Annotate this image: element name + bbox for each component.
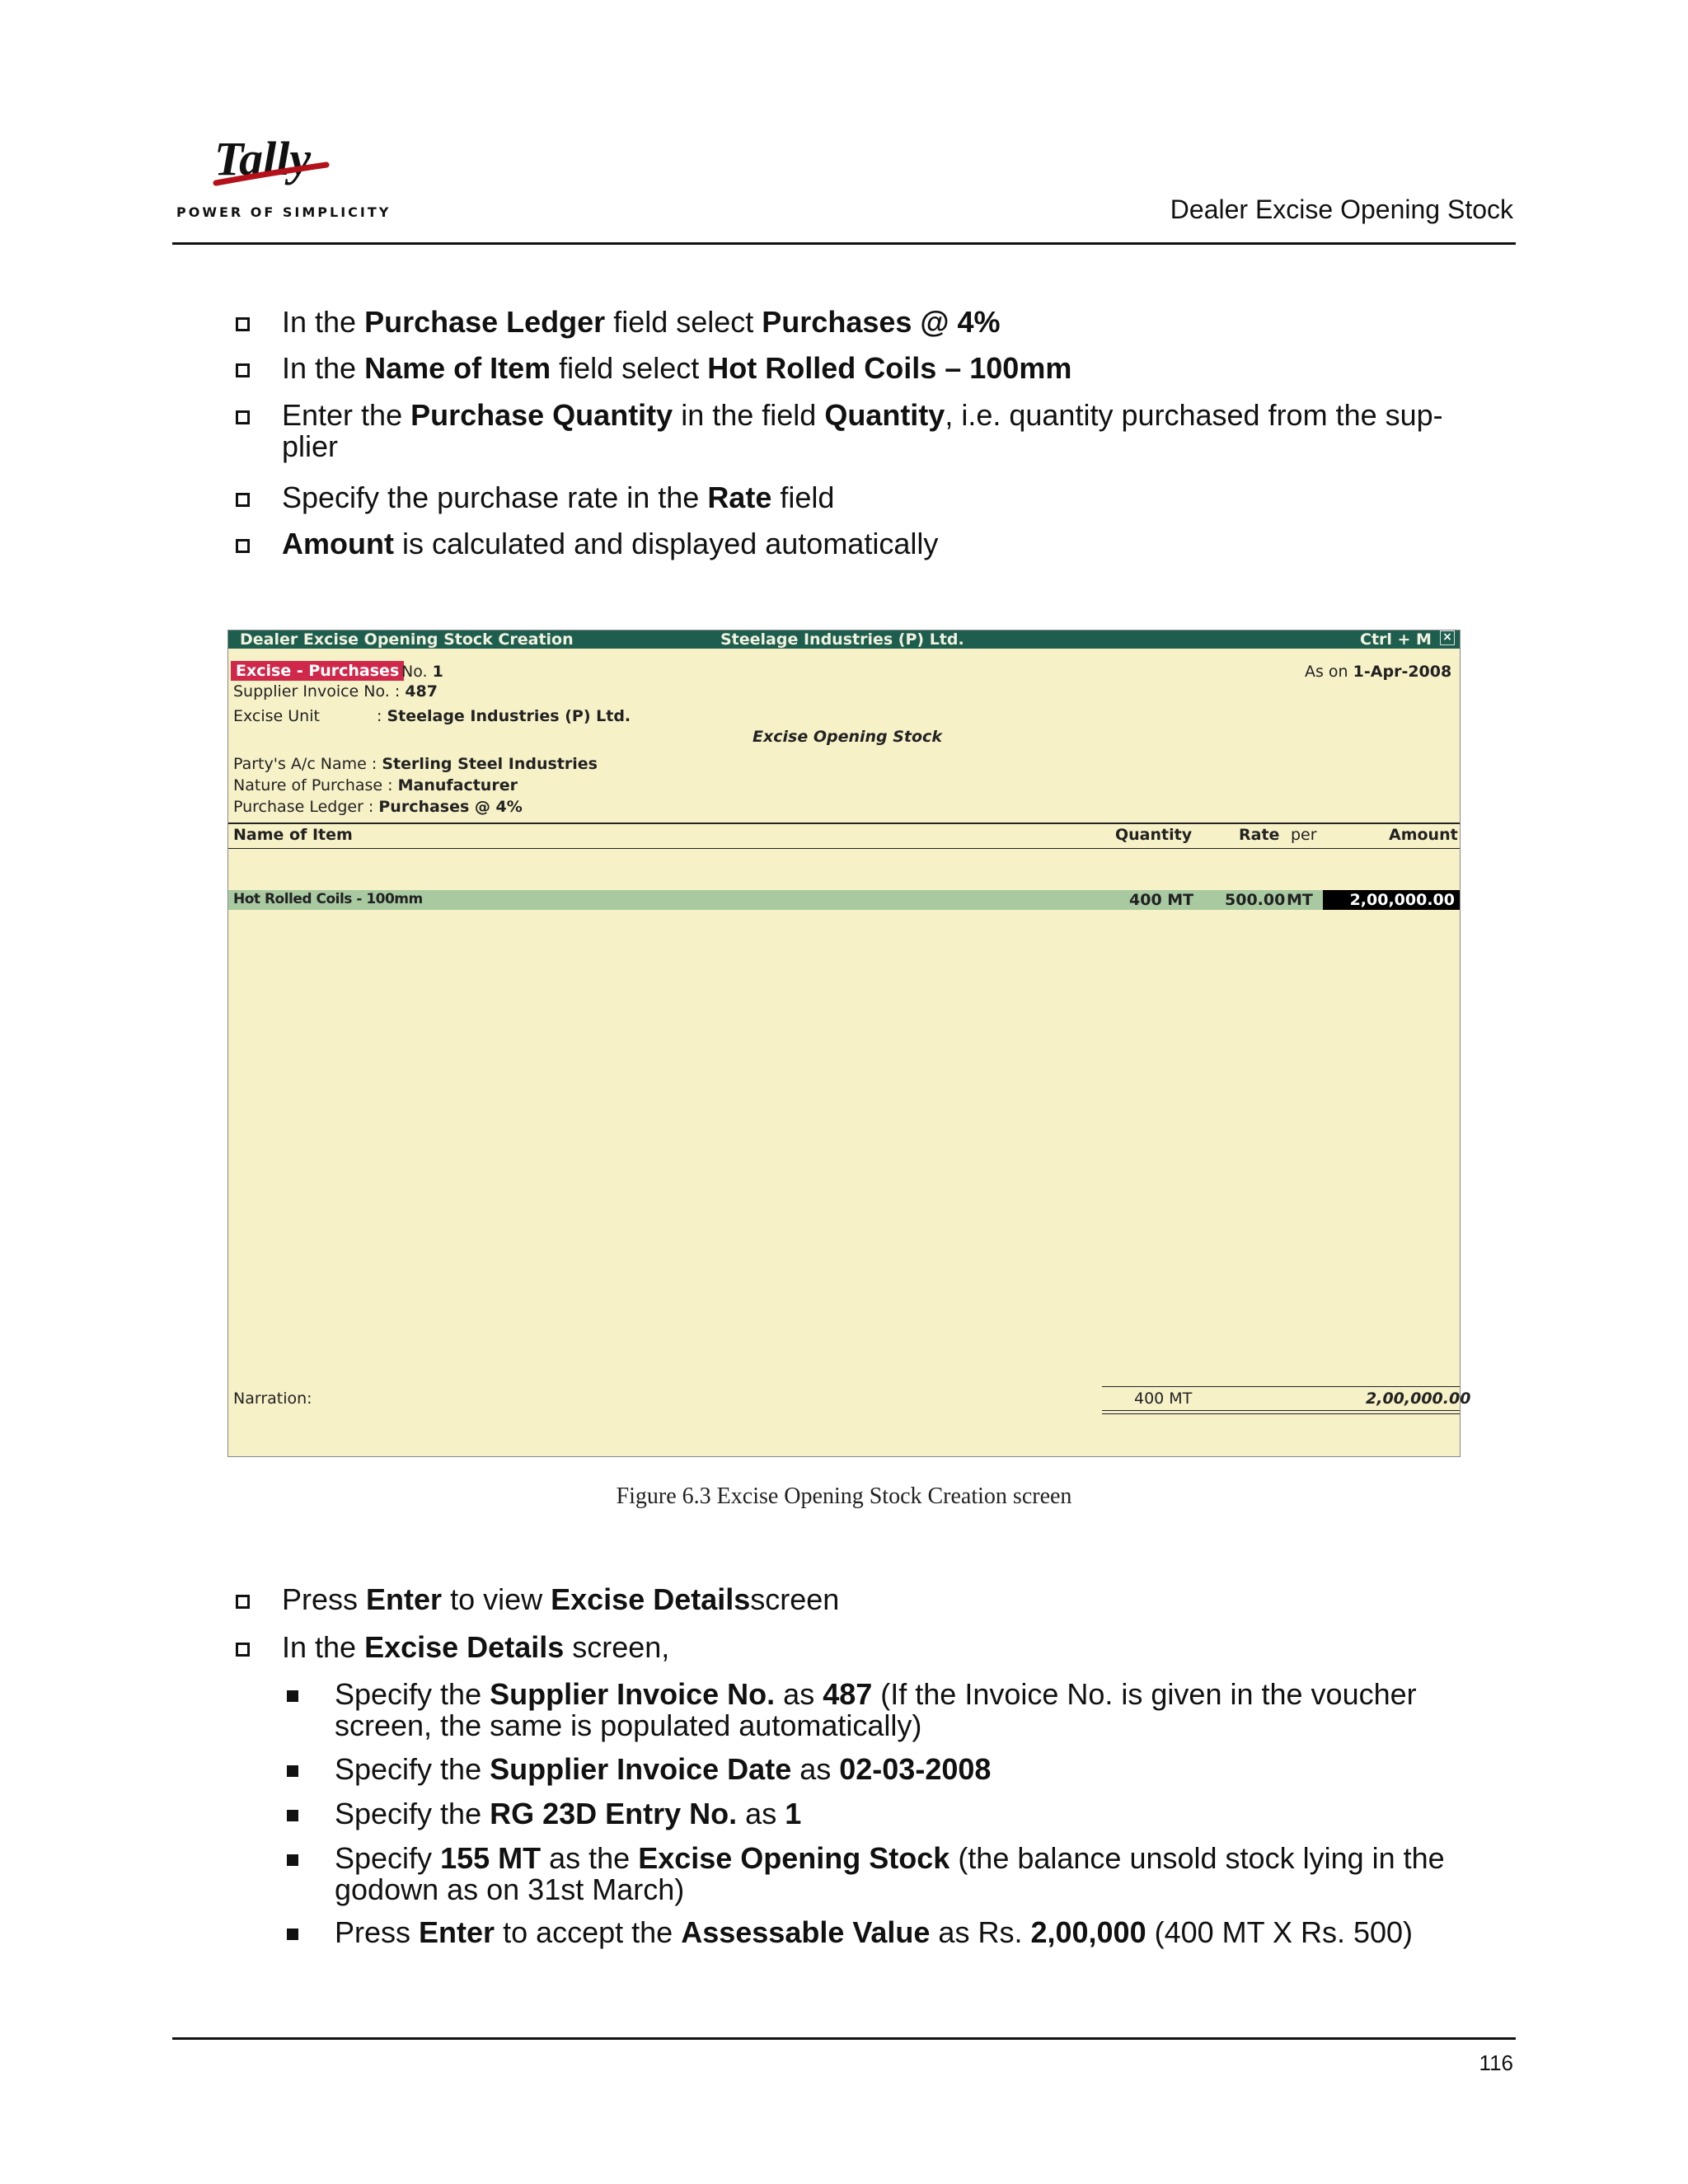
supplier-invoice-label: Supplier Invoice No. : xyxy=(233,682,401,701)
list-item: Specify 155 MT as the Excise Opening Stock (the balance unsold stock lying in the godown as on 31st March) xyxy=(335,1843,1489,1905)
solid-square-bullet-icon xyxy=(287,1810,298,1821)
screen-titlebar xyxy=(228,630,1460,649)
col-per: per xyxy=(1291,826,1317,844)
footer-rule xyxy=(172,2037,1516,2040)
solid-square-bullet-icon xyxy=(287,1765,298,1777)
list-item: In the Purchase Ledger field select Purchases @ 4% xyxy=(282,307,1001,338)
hollow-square-bullet-icon xyxy=(236,410,250,424)
screen-title: Dealer Excise Opening Stock Creation xyxy=(240,630,574,649)
header-rule xyxy=(172,242,1516,245)
table-top-rule xyxy=(228,823,1460,824)
total-amount: 2,00,000.00 xyxy=(1366,1390,1471,1408)
as-on-date[interactable]: 1-Apr-2008 xyxy=(1353,663,1452,681)
list-item: Specify the Supplier Invoice Date as 02-03-2008 xyxy=(335,1754,991,1785)
nature-label: Nature of Purchase : xyxy=(233,776,393,794)
total-quantity: 400 MT xyxy=(1134,1390,1193,1408)
list-item: In the Excise Details screen, xyxy=(282,1632,669,1663)
col-quantity: Quantity xyxy=(1115,826,1193,844)
solid-square-bullet-icon xyxy=(287,1854,298,1866)
page-number: 116 xyxy=(1479,2050,1513,2075)
hollow-square-bullet-icon xyxy=(236,1595,250,1609)
row-item-name[interactable]: Hot Rolled Coils - 100mm xyxy=(233,891,423,907)
voucher-no-value[interactable]: 1 xyxy=(432,663,443,681)
col-name-of-item: Name of Item xyxy=(233,826,353,844)
list-item: Enter the Purchase Quantity in the field Quantity, i.e. quantity purchased from the sup- plier xyxy=(282,400,1485,462)
ledger-label: Purchase Ledger : xyxy=(233,798,374,816)
excise-unit-value[interactable]: Steelage Industries (P) Ltd. xyxy=(387,707,631,725)
list-item: Specify the RG 23D Entry No. as 1 xyxy=(335,1798,801,1830)
list-item: Specify the purchase rate in the Rate field xyxy=(282,482,834,513)
list-item: In the Name of Item field select Hot Rolled Coils – 100mm xyxy=(282,353,1071,384)
tally-screen: Dealer Excise Opening Stock Creation Steelage Industries (P) Ltd. Ctrl + M × Excise - Purchases No. 1 As on 1-Apr-2008 Supplier Invoice No. : 487 Excise Unit : Steelage Industries (P) Ltd. Excise Opening Stock Party's A/c Name : Sterling Steel Industries Nature of Purchase : Manufacturer Purchase Ledger : Purchases @ 4% Name of Item Quantity Rate per Amount Hot Rolled Coils - 100mm 400 MT 500.00 MT 2,00,000.00 Narration: 400 MT 2,00,000.00 xyxy=(227,630,1461,1457)
tally-logo xyxy=(211,132,335,198)
hollow-square-bullet-icon xyxy=(236,317,250,331)
nature-value[interactable]: Manufacturer xyxy=(397,776,518,794)
logo-tagline: POWER OF SIMPLICITY xyxy=(176,204,392,220)
party-label: Party's A/c Name : xyxy=(233,755,377,773)
list-item: Amount is calculated and displayed automatically xyxy=(282,528,938,560)
row-rate[interactable]: 500.00 xyxy=(1225,891,1286,909)
col-rate: Rate xyxy=(1239,826,1280,844)
hollow-square-bullet-icon xyxy=(236,539,250,553)
voucher-type-badge[interactable]: Excise - Purchases xyxy=(231,661,404,681)
voucher-no-label: No. xyxy=(401,663,428,681)
excise-unit-label: Excise Unit xyxy=(233,707,320,725)
party-value[interactable]: Sterling Steel Industries xyxy=(382,755,598,773)
table-header-rule xyxy=(228,848,1460,849)
ledger-value[interactable]: Purchases @ 4% xyxy=(378,798,523,816)
page-title: Dealer Excise Opening Stock xyxy=(1170,194,1513,224)
hollow-square-bullet-icon xyxy=(236,493,250,507)
list-item: Press Enter to view Excise Detailsscreen xyxy=(282,1584,839,1615)
row-per[interactable]: MT xyxy=(1287,891,1313,909)
close-icon[interactable]: × xyxy=(1440,630,1455,645)
shortcut-label: Ctrl + M xyxy=(1360,630,1432,649)
svg-text:Tally: Tally xyxy=(214,132,312,185)
total-top-rule xyxy=(1102,1386,1460,1387)
narration-label[interactable]: Narration: xyxy=(233,1390,312,1408)
row-quantity[interactable]: 400 MT xyxy=(1129,891,1194,909)
supplier-invoice-value[interactable]: 487 xyxy=(405,682,438,701)
col-amount: Amount xyxy=(1389,826,1458,844)
hollow-square-bullet-icon xyxy=(236,363,250,377)
hollow-square-bullet-icon xyxy=(236,1643,250,1657)
figure-caption: Figure 6.3 Excise Opening Stock Creation screen xyxy=(616,1483,1072,1509)
company-name: Steelage Industries (P) Ltd. xyxy=(720,630,964,649)
list-item: Press Enter to accept the Assessable Value as Rs. 2,00,000 (400 MT X Rs. 500) xyxy=(335,1917,1413,1948)
row-amount[interactable]: 2,00,000.00 xyxy=(1323,890,1460,910)
list-item: Specify the Supplier Invoice No. as 487 (If the Invoice No. is given in the voucher screen, the same is populated automatically) xyxy=(335,1679,1489,1741)
solid-square-bullet-icon xyxy=(287,1929,298,1940)
solid-square-bullet-icon xyxy=(287,1690,298,1702)
as-on-label: As on xyxy=(1305,663,1348,681)
center-heading: Excise Opening Stock xyxy=(753,728,942,746)
